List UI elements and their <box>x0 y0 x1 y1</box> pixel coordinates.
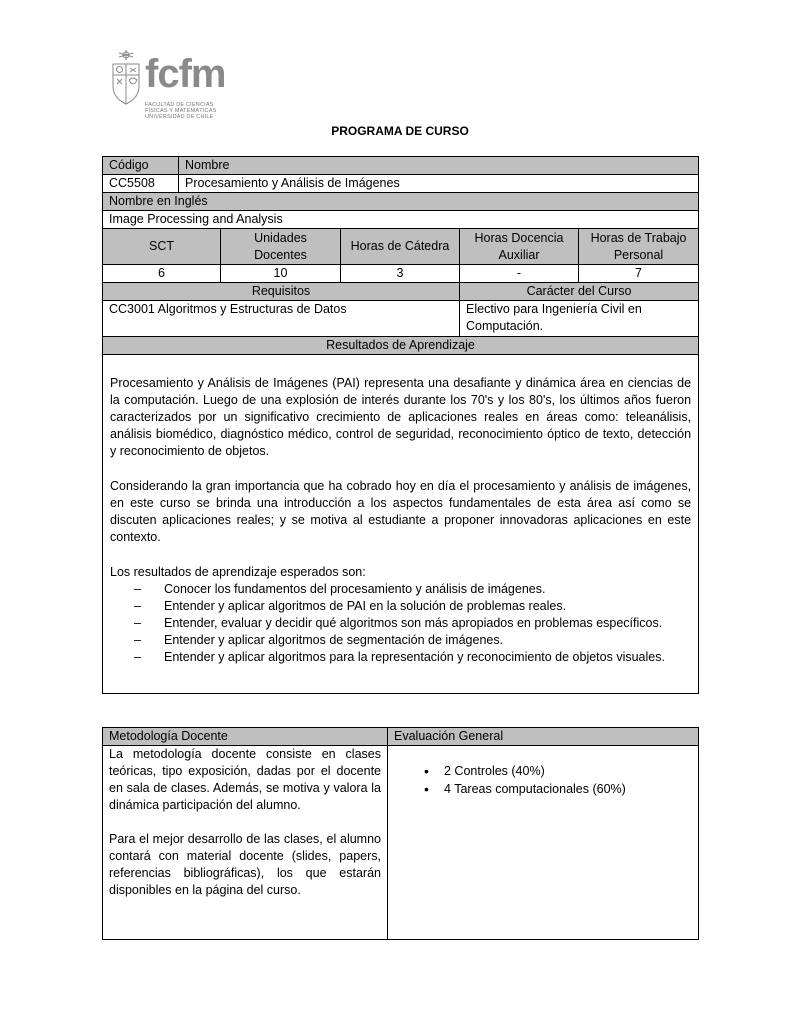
learning-results-body <box>103 355 699 694</box>
evaluation-list <box>394 762 692 798</box>
value-unidades-docentes: 10 <box>221 265 341 283</box>
header-horas-trabajo-personal: Horas de Trabajo Personal <box>579 229 699 265</box>
methodology-paragraph-2: Para el mejor desarrollo de las clases, el alumno contará con material docente (slides, papers, referencias bibliográficas), los que estarán disponibles en la página del curso. <box>109 832 381 897</box>
header-sct: SCT <box>103 229 221 265</box>
fcfm-logo <box>108 44 233 124</box>
value-sct: 6 <box>103 265 221 283</box>
evaluation-label: Evaluación General <box>388 728 699 746</box>
learning-paragraph-1: Procesamiento y Análisis de Imágenes (PAI) representa una desafiante y dinámica área en ciencias de la computación. Luego de una explosión de interés durante los 70's y los 80's, los últimos años fueron caracterizados por un significativo crecimiento de aplicaciones reales en áreas como: teleanálisis, análisis biomédico, diagnóstico médico, control de seguridad, reconocimiento óptico de texto, detección y reconocimiento de objetos. <box>110 376 692 458</box>
methodology-label: Metodología Docente <box>103 728 388 746</box>
name-label: Nombre <box>179 157 699 175</box>
methodology-paragraph-1: La metodología docente consiste en clases teóricas, tipo exposición, dadas por el docente en sala de clases. Además, se motiva y valora la dinámica participación del alumno. <box>109 747 381 812</box>
course-info-table <box>102 156 699 694</box>
value-horas-docencia-auxiliar: - <box>460 265 579 283</box>
methodology-body <box>103 746 388 940</box>
logo-subtitle: FACULTAD DE CIENCIAS FÍSICAS Y MATEMÁTICAS UNIVERSIDAD DE CHILE <box>145 102 217 120</box>
english-name-label: Nombre en Inglés <box>103 193 699 211</box>
logo-wordmark: fcfm <box>145 52 226 96</box>
list-item: – Entender, evaluar y decidir qué algoritmos son más apropiados en problemas específicos. <box>134 615 691 632</box>
university-seal-icon <box>108 48 144 108</box>
header-horas-catedra: Horas de Cátedra <box>341 229 460 265</box>
course-name: Procesamiento y Análisis de Imágenes <box>179 175 699 193</box>
learning-intro: Los resultados de aprendizaje esperados son: <box>110 565 366 579</box>
requirements-value: CC3001 Algoritmos y Estructuras de Datos <box>103 301 460 337</box>
page-title: PROGRAMA DE CURSO <box>331 124 469 138</box>
course-code: CC5508 <box>103 175 179 193</box>
list-item: – Entender y aplicar algoritmos de PAI en la solución de problemas reales. <box>134 598 691 615</box>
evaluation-body <box>388 746 699 940</box>
character-value: Electivo para Ingeniería Civil en Computación. <box>460 301 699 337</box>
code-label: Código <box>103 157 179 175</box>
learning-paragraph-2: Considerando la gran importancia que ha cobrado hoy en día el procesamiento y análisis de imágenes, en este curso se brinda una introducción a los aspectos fundamentales de esta área así como se discuten aplicaciones reales; y se motiva al estudiante a proponer innovadoras aplicaciones en este contexto. <box>110 479 692 544</box>
requirements-label: Requisitos <box>103 283 460 301</box>
character-label: Carácter del Curso <box>460 283 699 301</box>
learning-outcomes-list <box>110 581 691 666</box>
list-item: – Entender y aplicar algoritmos de segmentación de imágenes. <box>134 632 691 649</box>
learning-results-label: Resultados de Aprendizaje <box>103 337 699 355</box>
methodology-table <box>102 727 699 940</box>
list-item: • 2 Controles (40%) <box>424 762 692 780</box>
value-horas-catedra: 3 <box>341 265 460 283</box>
english-name: Image Processing and Analysis <box>103 211 699 229</box>
header-unidades-docentes: Unidades Docentes <box>221 229 341 265</box>
value-horas-trabajo-personal: 7 <box>579 265 699 283</box>
list-item: – Conocer los fundamentos del procesamiento y análisis de imágenes. <box>134 581 691 598</box>
header-horas-docencia-auxiliar: Horas Docencia Auxiliar <box>460 229 579 265</box>
list-item: • 4 Tareas computacionales (60%) <box>424 780 692 798</box>
list-item: – Entender y aplicar algoritmos para la representación y reconocimiento de objetos visuales. <box>134 649 691 666</box>
